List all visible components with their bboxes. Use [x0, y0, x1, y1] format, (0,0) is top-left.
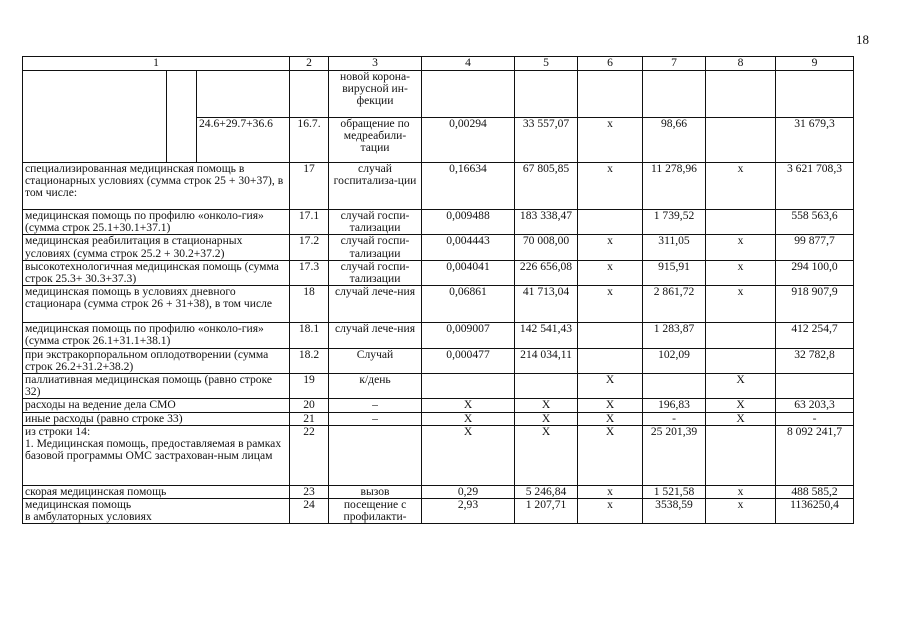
table-cell: 8 092 241,7: [776, 425, 854, 485]
header-cell: 5: [515, 57, 578, 71]
table-cell: [706, 348, 776, 373]
table-cell: 0,16634: [422, 163, 515, 210]
table-cell: 67 805,85: [515, 163, 578, 210]
header-cell: 6: [578, 57, 643, 71]
table-cell: Х: [578, 425, 643, 485]
table-cell: 24: [290, 499, 329, 524]
table-cell: 16.7.: [290, 118, 329, 163]
row-label: при экстракорпоральном оплодотворении (сумма строк 26.2+31.2+38.2): [23, 348, 290, 373]
table-row: [23, 260, 854, 285]
table-cell: 63 203,3: [776, 399, 854, 412]
row-label: высокотехнологичная медицинская помощь (сумма строк 25.3+ 30.3+37.3): [23, 260, 290, 285]
table-cell: 18.2: [290, 348, 329, 373]
table-cell: х: [706, 485, 776, 498]
table-cell: 17: [290, 163, 329, 210]
table-cell: [706, 118, 776, 163]
table-cell: 17.3: [290, 260, 329, 285]
table-cell: случай лече-ния: [329, 323, 422, 348]
table-cell: х: [578, 163, 643, 210]
table-cell: 0,000477: [422, 348, 515, 373]
table-cell: случай госпитализа-ции: [329, 163, 422, 210]
table-cell: 11 278,96: [643, 163, 706, 210]
table-cell: 558 563,6: [776, 210, 854, 235]
table-cell: к/день: [329, 374, 422, 399]
table-row: [23, 374, 854, 399]
row-label: расходы на ведение дела СМО: [23, 399, 290, 412]
table-cell: 196,83: [643, 399, 706, 412]
table-cell: 24.6+29.7+36.6: [197, 118, 290, 163]
table-row: [23, 235, 854, 260]
table-cell: [776, 374, 854, 399]
table-cell: [515, 374, 578, 399]
table-cell: 18: [290, 286, 329, 323]
table-cell: х: [706, 235, 776, 260]
table-cell: 0,009007: [422, 323, 515, 348]
row-label: медицинская помощь в амбулаторных условиях: [23, 499, 290, 524]
table-row: [23, 71, 854, 118]
table-cell: х: [706, 286, 776, 323]
table-cell: [422, 374, 515, 399]
table-cell: х: [578, 286, 643, 323]
table-cell: х: [578, 118, 643, 163]
table-cell: 1136250,4: [776, 499, 854, 524]
table-cell: Х: [706, 399, 776, 412]
table-cell: [290, 71, 329, 118]
header-cell: 8: [706, 57, 776, 71]
header-cell: 2: [290, 57, 329, 71]
table-cell: х: [706, 163, 776, 210]
table-cell: 1 207,71: [515, 499, 578, 524]
row-label: из строки 14: 1. Медицинская помощь, предоставляемая в рамках базовой программы ОМС застрахован-ным лицам: [23, 425, 290, 485]
table-row: [23, 485, 854, 498]
table-cell: [578, 71, 643, 118]
table-cell: 102,09: [643, 348, 706, 373]
table-cell: 98,66: [643, 118, 706, 163]
table-cell: случай госпи-тализации: [329, 260, 422, 285]
header-cell: 1: [23, 57, 290, 71]
table-cell: 1 739,52: [643, 210, 706, 235]
table-cell: Х: [706, 374, 776, 399]
table-cell: [23, 71, 167, 163]
table-cell: 214 034,11: [515, 348, 578, 373]
table-cell: х: [706, 260, 776, 285]
table-cell: 3 621 708,3: [776, 163, 854, 210]
table-row: [23, 412, 854, 425]
table-cell: вызов: [329, 485, 422, 498]
row-label: специализированная медицинская помощь в стационарных условиях (сумма строк 25 + 30+37), в том числе:: [23, 163, 290, 210]
table-cell: Х: [422, 425, 515, 485]
table-cell: 412 254,7: [776, 323, 854, 348]
row-label: скорая медицинская помощь: [23, 485, 290, 498]
table-cell: Х: [515, 412, 578, 425]
table-row: [23, 323, 854, 348]
table-header: [23, 57, 854, 71]
table-cell: [706, 425, 776, 485]
table-cell: х: [706, 499, 776, 524]
table-cell: Х: [515, 425, 578, 485]
table-cell: [578, 348, 643, 373]
table-cell: [197, 71, 290, 118]
table-cell: 1 521,58: [643, 485, 706, 498]
table-cell: случай госпи-тализации: [329, 210, 422, 235]
table-cell: 1 283,87: [643, 323, 706, 348]
table-cell: х: [578, 235, 643, 260]
table-cell: 17.2: [290, 235, 329, 260]
table-cell: 294 100,0: [776, 260, 854, 285]
table-cell: 142 541,43: [515, 323, 578, 348]
table-cell: [578, 323, 643, 348]
table-cell: [706, 71, 776, 118]
table-cell: 5 246,84: [515, 485, 578, 498]
table-cell: случай лече-ния: [329, 286, 422, 323]
header-cell: 4: [422, 57, 515, 71]
table-cell: 311,05: [643, 235, 706, 260]
table-cell: 0,004443: [422, 235, 515, 260]
table-cell: 2 861,72: [643, 286, 706, 323]
table-cell: 3538,59: [643, 499, 706, 524]
header-cell: 3: [329, 57, 422, 71]
table-cell: 17.1: [290, 210, 329, 235]
table-cell: [643, 71, 706, 118]
table-cell: 19: [290, 374, 329, 399]
table-cell: 31 679,3: [776, 118, 854, 163]
table-cell: 20: [290, 399, 329, 412]
table-cell: обращение по медреабили-тации: [329, 118, 422, 163]
table-row: [23, 163, 854, 210]
table-cell: 70 008,00: [515, 235, 578, 260]
table-row: [23, 210, 854, 235]
table-cell: 25 201,39: [643, 425, 706, 485]
table-cell: 41 713,04: [515, 286, 578, 323]
table-cell: 32 782,8: [776, 348, 854, 373]
table-cell: 226 656,08: [515, 260, 578, 285]
table-cell: 0,00294: [422, 118, 515, 163]
table-cell: [329, 425, 422, 485]
table-cell: 22: [290, 425, 329, 485]
table-cell: Х: [422, 412, 515, 425]
row-label: медицинская помощь в условиях дневного стационара (сумма строк 26 + 31+38), в том числе: [23, 286, 290, 323]
table-cell: 0,009488: [422, 210, 515, 235]
table-cell: 0,06861: [422, 286, 515, 323]
row-label: медицинская помощь по профилю «онколо-гия» (сумма строк 25.1+30.1+37.1): [23, 210, 290, 235]
table-row: [23, 425, 854, 485]
table-cell: 183 338,47: [515, 210, 578, 235]
table-cell: Х: [422, 399, 515, 412]
table-cell: 21: [290, 412, 329, 425]
table-cell: –: [329, 399, 422, 412]
table-cell: Х: [515, 399, 578, 412]
table-cell: 99 877,7: [776, 235, 854, 260]
table-cell: х: [578, 499, 643, 524]
table-cell: [167, 71, 197, 163]
table-cell: Х: [578, 374, 643, 399]
table-cell: новой корона-вирусной ин-фекции: [329, 71, 422, 118]
row-label: паллиативная медицинская помощь (равно строке 32): [23, 374, 290, 399]
table-cell: [578, 210, 643, 235]
table-cell: х: [578, 485, 643, 498]
table-cell: [422, 71, 515, 118]
table-cell: случай госпи-тализации: [329, 235, 422, 260]
table-cell: 2,93: [422, 499, 515, 524]
header-cell: 9: [776, 57, 854, 71]
table-cell: 915,91: [643, 260, 706, 285]
table-cell: [643, 374, 706, 399]
table-cell: посещение с профилакти-: [329, 499, 422, 524]
table-cell: 918 907,9: [776, 286, 854, 323]
table-cell: 33 557,07: [515, 118, 578, 163]
table-row: [23, 348, 854, 373]
table-row: [23, 399, 854, 412]
table-cell: х: [578, 260, 643, 285]
row-label: медицинская реабилитация в стационарных условиях (сумма строк 25.2 + 30.2+37.2): [23, 235, 290, 260]
table-cell: Случай: [329, 348, 422, 373]
table-row: [23, 286, 854, 323]
table-cell: -: [643, 412, 706, 425]
page-number: 18: [856, 32, 869, 47]
table-cell: Х: [578, 399, 643, 412]
table-cell: -: [776, 412, 854, 425]
table-cell: [706, 323, 776, 348]
table-cell: [515, 71, 578, 118]
table-cell: Х: [578, 412, 643, 425]
row-label: иные расходы (равно строке 33): [23, 412, 290, 425]
table-cell: [776, 71, 854, 118]
table-cell: 488 585,2: [776, 485, 854, 498]
table-cell: [706, 210, 776, 235]
table-cell: 23: [290, 485, 329, 498]
data-table: [22, 56, 854, 524]
row-label: медицинская помощь по профилю «онколо-гия» (сумма строк 26.1+31.1+38.1): [23, 323, 290, 348]
table-cell: –: [329, 412, 422, 425]
table-cell: 0,004041: [422, 260, 515, 285]
table-cell: 0,29: [422, 485, 515, 498]
table-cell: 18.1: [290, 323, 329, 348]
table-row: [23, 499, 854, 524]
header-cell: 7: [643, 57, 706, 71]
table-cell: Х: [706, 412, 776, 425]
